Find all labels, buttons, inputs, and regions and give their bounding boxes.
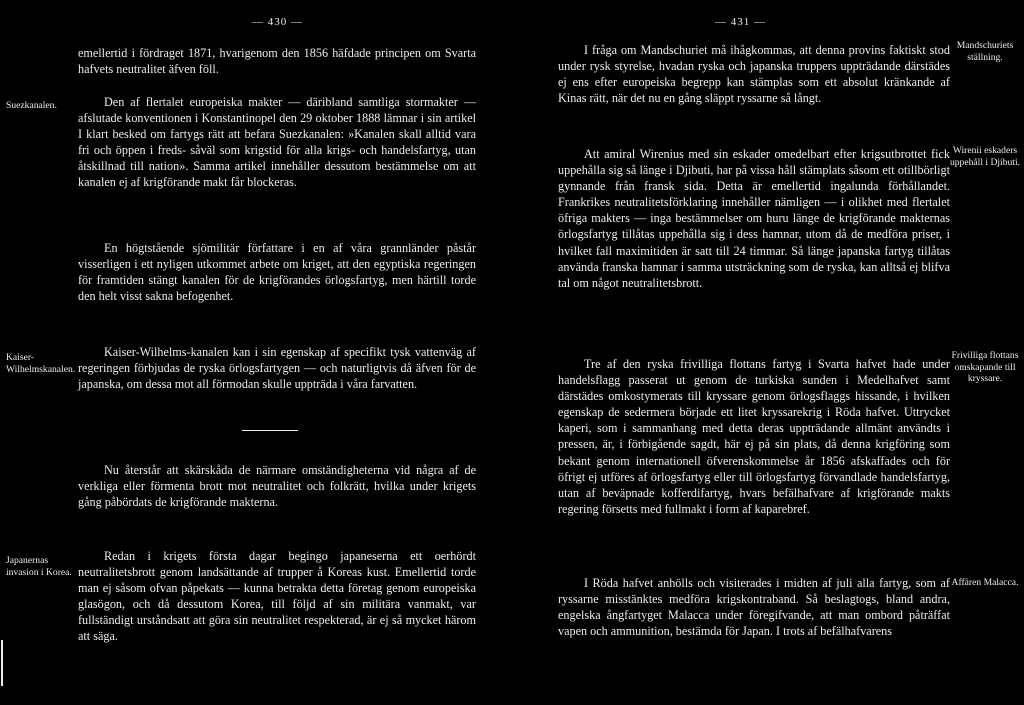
page-edge-mark	[1, 640, 3, 686]
margin-note-suez: Suezkanalen.	[6, 100, 57, 111]
margin-note-kaiser-wilhelm: Kaiser-Wilhelmskanalen.	[6, 352, 76, 375]
paragraph-wirenius: Att amiral Wirenius med sin eskader omedelbart efter krigsutbrottet fick uppehålla sig så länge i Djibuti, har på vissa håll stämplats såsom ett otillbörligt gynnande från fransk sida. Detta är emellertid ingalunda förhållandet. Frankrikes neutralitetsförklaring innehåller nämligen — i olikhet med flertalet öfriga makters — inga bestämmelser om huru länge de krigförande makternas örlogsfartyg tillåtas uppehålla sig i dess hamnar, utom då de medföra priser, i hvilket fall maximitiden är satt till 24 timmar. Så länge japanska fartyg tillåtas använda franska hamnar i samma utsträckning som de ryska, kan alltså ej blifva tal om något neutralitetsbrott.	[558, 147, 950, 290]
margin-note-korea: Japanernas invasion i Korea.	[6, 555, 72, 578]
margin-note-volunteer-fleet: Frivilliga flottans omskapande till kryssare.	[951, 350, 1019, 384]
paragraph-kaiser-wilhelm-canal: Kaiser-Wilhelms-kanalen kan i sin egenskap af specifikt tysk vattenväg af regeringen förbjudas de ryska örlogsfartygen — och naturligtvis då äfven för de japanska, om dessa mot all förmodan skulle uppträda i våra farvatten.	[78, 345, 476, 392]
paragraph-malacca: I Röda hafvet anhölls och visiterades i midten af juli alla fartyg, som af ryssarne misstänktes medföra krigskontraband. Så beslagtogs, bland andra, engelska ångfartyget Malacca under föregifvande, att man ombord påträffat vapen och ammunition, bestämda för Japan. I trots af befälhafvarens	[558, 576, 950, 639]
paragraph-continuation: emellertid i fördraget 1871, hvarigenom den 1856 häfdade principen om Svarta hafvets neutralitet äfven föll.	[78, 46, 476, 77]
page-number: — 431 —	[715, 16, 766, 28]
right-page	[512, 0, 1024, 705]
margin-note-malacca: Affären Malacca.	[951, 577, 1019, 588]
paragraph-volunteer-fleet: Tre af den ryska frivilliga flottans fartyg i Svarta hafvet hade under handelsflagg passerat ut genom de turkiska sunden i Medelhafvet samt därstädes omkostymerats till kryssare genom örlogsflaggs hissande, i hvilken egenskap de sedermera började ett litet kryssarekrig i Röda hafvet. Uttrycket kaperi, som i sammanhang med detta deras uppträdande allmänt användts i pressen, är, i förbigående sagdt, här ej på sin plats, då denna krigföring som bekant genom internationell öfverenskommelse år 1856 afskaffades och för öfrigt ej utföres af örlogsfartyg eller till örlogsfartyg förvandlade handelsfartyg, utan af beväpnade kofferdifartyg, hvars befälhafvare af krigförande makts regering försetts med fullmakt i form af kaparebref.	[558, 357, 950, 516]
paragraph-manchuria: I fråga om Mandschuriet må ihågkommas, att denna provins faktiskt stod under rysk styrelse, hvadan ryska och japanska truppers uppträdande därstädes ej ens efter europeiska begrepp kan stämplas som ett absolut kränkande af Kinas rätt, när det nu en gång släppt ryssarne så långt.	[558, 43, 950, 106]
margin-note-djibuti: Wirenii eskaders uppehåll i Djibuti.	[949, 145, 1021, 168]
paragraph-canal-closure: En högtstående sjömilitär författare i en af våra grannländer påstår visserligen i ett nyligen utkommet arbete om kriget, att den egyptiska regeringen för framtiden stängt kanalen för de krigförandes örlogsfartyg, men härtill torde den helt visst sakna befogenhet.	[78, 241, 476, 304]
margin-note-manchuria: Mandschuriets ställning.	[956, 40, 1014, 63]
page-number: — 430 —	[252, 16, 303, 28]
paragraph-korea-invasion: Redan i krigets första dagar begingo japaneserna ett oerhördt neutralitetsbrott genom landsättande af trupper å Koreas kust. Emellertid torde man ej såsom ofvan påpekats — kunna betrakta detta företag genom europeiska glasögon, och då dessutom Korea, till följd af sin militära vanmakt, var fullständigt urståndsatt att göra sin neutralitet respekterad, är ej så mycket härom att säga.	[78, 549, 476, 644]
section-divider	[242, 430, 298, 431]
paragraph-neutrality-breaches: Nu återstår att skärskåda de närmare omständigheterna vid några af de verkliga eller förmenta brott mot neutralitet och folkrätt, hvilka under krigets gång påbördats de krigförande makterna.	[78, 463, 476, 510]
paragraph-suez-canal: Den af flertalet europeiska makter — däribland samtliga stormakter — afslutade konventionen i Konstantinopel den 29 oktober 1888 lämnar i sin artikel I klart besked om fartygs rätt att befara Suezkanalen: »Kanalen skall alltid vara fri och öppen i freds- såväl som krigstid för alla krigs- och handelsfartyg, utan åtskillnad till nation». Samma artikel innehåller dessutom bestämmelse om att kanalen ej af krigförande makt får blockeras.	[78, 95, 476, 190]
